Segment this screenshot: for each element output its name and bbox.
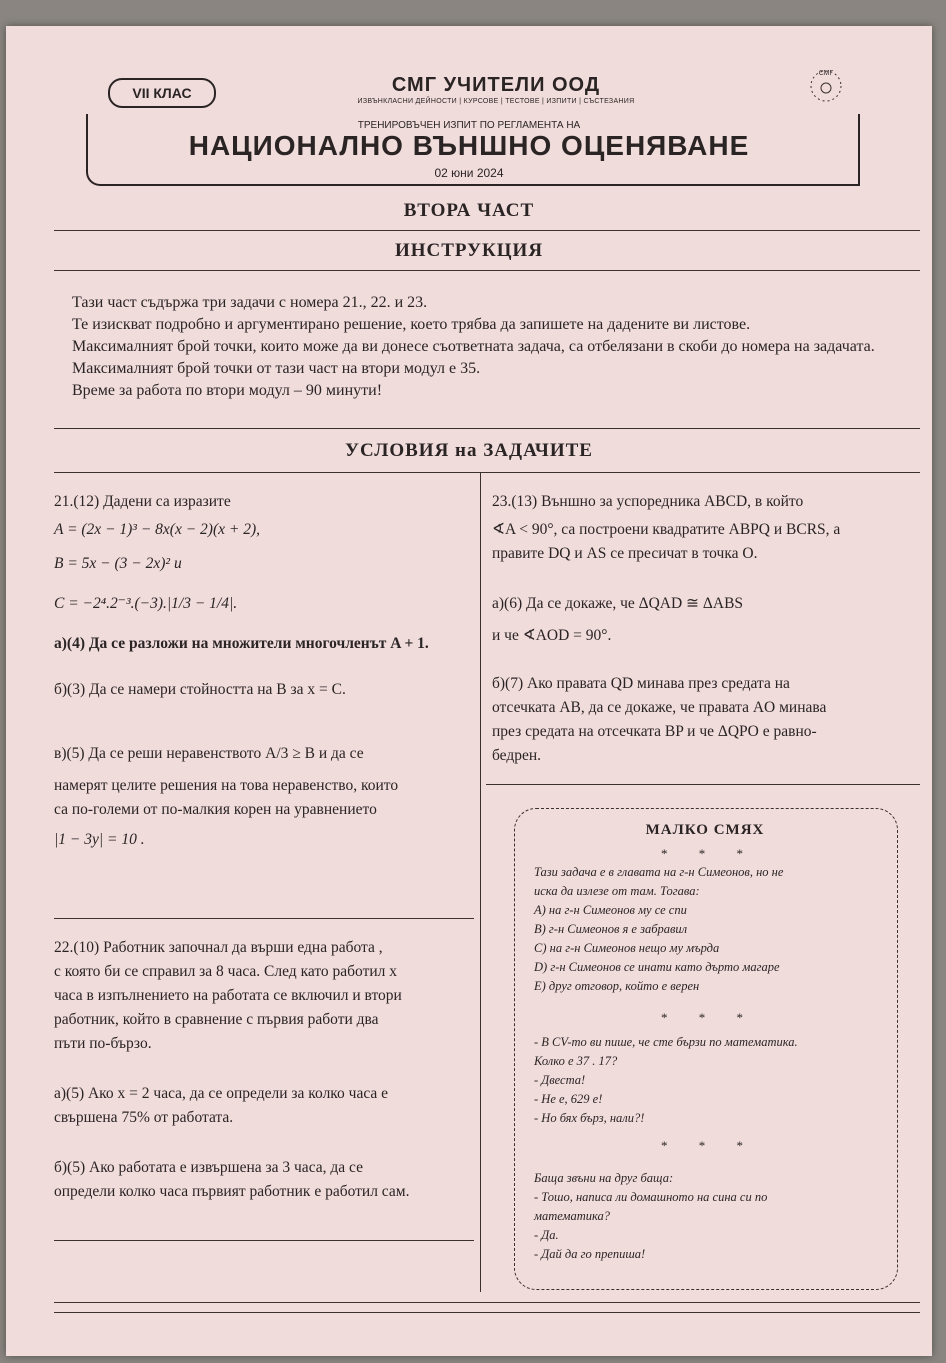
organization-tagline: ИЗВЪНКЛАСНИ ДЕЙНОСТИ | КУРСОВЕ | ТЕСТОВЕ | ИЗПИТИ | СЪСТЕЗАНИЯ bbox=[357, 98, 635, 105]
task-22-part-a: свършена 75% от работата. bbox=[54, 1109, 234, 1126]
pre-title: ТРЕНИРОВЪЧЕН ИЗПИТ ПО РЕГЛАМЕНТА НА bbox=[357, 120, 581, 131]
joke-line: - Не е, 629 е! bbox=[534, 1092, 603, 1106]
task-23-part-b: отсечката AB, да се докаже, че правата AO минава bbox=[492, 699, 827, 716]
instructions-block bbox=[58, 292, 918, 402]
task-21 bbox=[54, 490, 472, 852]
task-23-part-b: бедрен. bbox=[492, 747, 542, 764]
stars-separator: * * * bbox=[661, 1138, 757, 1153]
stars-separator: * * * bbox=[661, 846, 757, 861]
task-23-line: правите DQ и AS се пресичат в точка O. bbox=[492, 545, 758, 562]
task-21-part-c-line: са по-големи от по-малкия корен на уравнението bbox=[54, 801, 377, 818]
joke-line: C) на г-н Симеонов нещо му мърда bbox=[534, 941, 720, 955]
task-21-part-c-line: намерят целите решения на това неравенство, които bbox=[54, 777, 399, 794]
joke-line: E) друг отговор, който е верен bbox=[534, 979, 700, 993]
joke-line: - Тошо, написа ли домашното на сина си по bbox=[534, 1190, 768, 1204]
joke-line: Колко е 37 . 17? bbox=[534, 1054, 618, 1068]
joke-line: - В CV-то ви пише, че сте бързи по математика. bbox=[534, 1035, 798, 1049]
conditions-heading: УСЛОВИЯ на ЗАДАЧИТЕ bbox=[345, 440, 593, 461]
joke-line: иска да излезе от там. Тогава: bbox=[534, 884, 700, 898]
joke-line: Баща звъни на друг баща: bbox=[534, 1171, 674, 1185]
instruction-heading: ИНСТРУКЦИЯ bbox=[394, 240, 544, 261]
task-22-part-b: определи колко часа първият работник е работил сам. bbox=[54, 1183, 410, 1200]
instruction-line: Тази част съдържа три задачи с номера 21., 22. и 23. bbox=[72, 294, 428, 311]
task-23-part-a: а)(6) Да се докаже, че ΔQAD ≅ ΔABS bbox=[492, 595, 744, 612]
school-logo-icon bbox=[796, 66, 856, 106]
exam-date: 02 юни 2024 bbox=[434, 166, 504, 180]
divider bbox=[54, 270, 920, 271]
task-21-part-b: б)(3) Да се намери стойността на B за x = C. bbox=[54, 681, 346, 698]
task-22-line: работник, който в сравнение с първия работи два bbox=[54, 1011, 379, 1028]
logo-lettering: СМГ bbox=[818, 70, 834, 77]
task-22 bbox=[54, 936, 474, 1204]
task-21-part-c-line: в)(5) Да се реши неравенството A/3 ≥ B и да се bbox=[54, 745, 364, 762]
joke-line: - Но бях бърз, нали?! bbox=[534, 1111, 645, 1125]
expression-b: B = 5x − (3 − 2x)² и bbox=[54, 555, 182, 572]
task-22-line: 22.(10) Работник започнал да върши една работа , bbox=[54, 939, 383, 956]
expression-c: C = −2⁴.2⁻³.(−3).|1/3 − 1/4|. bbox=[54, 595, 238, 612]
divider bbox=[54, 918, 474, 919]
task-21-part-a: а)(4) Да се разложи на множители многочленът A + 1. bbox=[54, 635, 429, 652]
exam-sheet bbox=[6, 26, 932, 1356]
stars-separator: * * * bbox=[661, 1010, 757, 1025]
joke-line: D) г-н Симеонов се инати като дърто магаре bbox=[534, 960, 780, 974]
divider bbox=[54, 230, 920, 231]
part-heading: ВТОРА ЧАСТ bbox=[403, 200, 535, 221]
divider bbox=[486, 784, 920, 785]
joke-line: A) на г-н Симеонов му се спи bbox=[534, 903, 687, 917]
instruction-line: Максималният брой точки, които може да ви донесе съответната задача, са отбелязани в скоби до номера на задачата. bbox=[72, 338, 875, 355]
task-23-part-b: през средата на отсечката BP и че ΔQPO е равно- bbox=[492, 723, 817, 740]
grade-badge: VII КЛАС bbox=[108, 78, 216, 108]
task-23-line: 23.(13) Външно за успоредника ABCD, в който bbox=[492, 493, 804, 510]
divider bbox=[54, 1302, 920, 1303]
task-23-part-a: и че ∢AOD = 90°. bbox=[492, 627, 612, 644]
instruction-line: Максималният брой точки от тази част на втори модул е 35. bbox=[72, 360, 481, 377]
divider bbox=[54, 428, 920, 429]
task-23-part-b: б)(7) Ако правата QD минава през средата на bbox=[492, 675, 790, 692]
instruction-line: Те изискват подробно и аргументирано решение, което трябва да запишете на дадените ви листове. bbox=[72, 316, 751, 333]
divider bbox=[54, 1240, 474, 1241]
task-22-line: часа в изпълнението на работата се включил и втори bbox=[54, 987, 402, 1004]
joke-line: B) г-н Симеонов я е забравил bbox=[534, 922, 688, 936]
divider bbox=[54, 1312, 920, 1313]
organization-name: СМГ УЧИТЕЛИ ООД bbox=[391, 74, 601, 96]
joke-line: - Двеста! bbox=[534, 1073, 586, 1087]
task-22-part-a: а)(5) Ако x = 2 часа, да се определи за колко часа е bbox=[54, 1085, 389, 1102]
joke-line: математика? bbox=[534, 1209, 611, 1223]
joke-line: Тази задача е в главата на г-н Симеонов, но не bbox=[534, 865, 784, 879]
task-23 bbox=[492, 490, 906, 768]
task-22-part-b: б)(5) Ако работата е извършена за 3 часа, да се bbox=[54, 1159, 363, 1176]
divider bbox=[54, 472, 920, 473]
column-separator bbox=[480, 472, 481, 1292]
instruction-line: Време за работа по втори модул – 90 минути! bbox=[72, 382, 383, 399]
task-23-line: ∢A < 90°, са построени квадратите ABPQ и BCRS, а bbox=[492, 521, 841, 538]
jokes-title: МАЛКО СМЯХ bbox=[645, 822, 765, 838]
joke-line: - Дай да го препиша! bbox=[534, 1247, 646, 1261]
expression-a: A = (2x − 1)³ − 8x(x − 2)(x + 2), bbox=[54, 521, 260, 538]
task-22-line: с която би се справил за 8 часа. След като работил x bbox=[54, 963, 398, 980]
task-21-header: 21.(12) Дадени са изразите bbox=[54, 493, 231, 510]
main-title: НАЦИОНАЛНО ВЪНШНО ОЦЕНЯВАНЕ bbox=[188, 130, 750, 161]
task-22-line: пъти по-бързо. bbox=[54, 1035, 152, 1052]
jokes-content bbox=[534, 844, 884, 1264]
task-21-part-c-line: |1 − 3y| = 10 . bbox=[54, 831, 145, 848]
joke-line: - Да. bbox=[534, 1228, 559, 1242]
organization-block bbox=[346, 74, 646, 105]
